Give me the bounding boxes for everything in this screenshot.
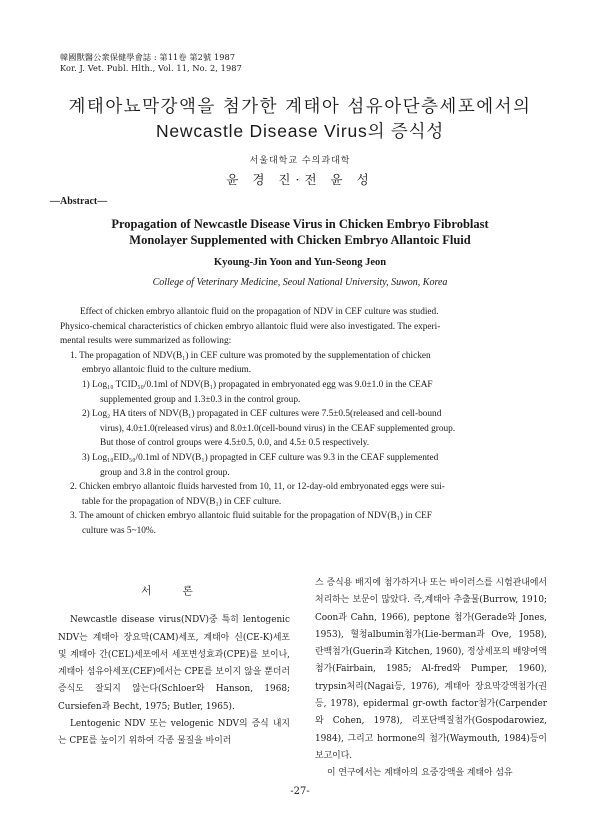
affiliation-english: College of Veterinary Medicine, Seoul National University, Suwon, Korea [152,277,448,288]
result-1-1: 1) Log₁₀ TCID₅₀/0.1ml of NDV(B₁) propagated in embryonated egg was 9.0±1.0 in the CEAF [82,379,433,390]
abstract-line: mental results were summarized as following: [60,336,232,347]
body-paragraph: Lentogenic NDV 또는 velogenic NDV의 증식 내지는 CPE를 높이기 위하여 각종 물질을 바이러 [58,719,290,747]
abstract-title [0,216,600,248]
result-1-cont: embryo allantoic fluid to the culture medium. [82,365,252,376]
authors-english: Kyoung-Jin Yoon and Yun-Seong Jeon [213,257,387,268]
body-paragraph: Newcastle disease virus(NDV)중 특히 lentogenic NDV는 계태아 장요막(CAM)세포, 계태아 신(CE-K)세포 및 계태아 간(CEL)세포에서 세포변성효과(CPE)를 보이나, 계태아 섬유아세포(CEF)에서는 CPE를 보이지 않을 뿐더러 증식도 잘되지 않는다(Schloer와 Hanson, 1968; Cursiefen과 Becht, 1975; Butler, 1965). [58,615,290,712]
journal-line-english: Kor. J. Vet. Publ. Hlth., Vol. 11, No. 2, 1987 [60,63,242,73]
result-1-2-cont: virus), 4.0±1.0(released virus) and 8.0±1.0(cell-bound virus) in the CEAF supplemented group. [100,423,456,434]
result-1-2-cont: But those of control groups were 4.5±0.5, 0.0, and 4.5± 0.5 respectively. [100,438,370,449]
title-korean: 계태아뇨막강액을 첨가한 계태아 섬유아단층세포에서의 [68,97,532,117]
affiliation-korean: 서울대학교 수의과대학 [249,156,351,166]
result-3-cont: culture was 5~10%. [82,525,156,536]
body-paragraph: 스 증식용 배지에 첨가하거나 또는 바이러스를 시험관내에서 처리하는 보문이 많았다. 즉,계태아 추출물(Burrow, 1910; Coon과 Cahn, 1966), peptone 첨가(Gerade와 Jones, 1953), 혈청albumin첨가(Lie-berman과 Ove, 1958), 란백첨가(Guerin과 Kitchen, 1960), 정상세포의 배양여액첨가(Fairbain, 1985; Al-fred와 Pumper, 1960), trypsin처리(Nagai등, 1976), 계태아 장요막강액첨가(권등, 1978), epidermal gr-owth factor첨가(Carpender와 Cohen, 1978), 리포단백질첨가(Gospodarowiez, 1984), 그리고 hormone의 첨가(Waymouth, 1984)등이 보고이다. [315,578,548,761]
right-column [315,575,547,783]
abstract-label: —Abstract— [50,196,108,207]
section-heading-introduction: 서 론 [141,585,207,597]
result-1: 1. The propagation of NDV(B₁) in CEF culture was promoted by the supplementation of chicken [70,350,431,361]
abstract-body [60,305,540,539]
authors-korean: 윤 경 진·전 윤 성 [226,172,374,187]
result-1-2: 2) Log₂ HA titers of NDV(B₁) propagated in CEF cultures were 7.5±0.5(released and cell-bound [82,409,442,420]
body-paragraph: 이 연구에서는 계태아의 요중강액을 계태아 섬유 [327,768,513,779]
left-column [58,580,290,751]
result-1-1-cont: supplemented group and 1.3±0.3 in the control group. [100,394,301,405]
page-number: -27- [290,786,310,797]
journal-line-korean: 韓國獸醫公衆保健學會誌 : 第11卷 第2號 1987 [60,52,236,62]
abstract-title-line1: Propagation of Newcastle Disease Virus in Chicken Embryo Fibroblast [111,217,489,231]
result-2-cont: table for the propagation of NDV(B₁) in CEF culture. [82,496,282,507]
abstract-line: Effect of chicken embryo allantoic fluid on the propagation of NDV in CEF culture was studied. [80,307,439,317]
title-english-korean: Newcastle Disease Virus의 증식성 [155,121,445,141]
result-2: 2. Chicken embryo allantoic fluids harvested from 10, 11, or 12-day-old embryonated eggs were sui- [70,482,445,493]
abstract-line: Physico-chemical characteristics of chicken embryo allantoic fluid were also investigated. The experi- [60,321,441,332]
result-1-3: 3) Log₁₀EID₅₀/0.1ml of NDV(B₁) propagted in CEF culture was 9.3 in the CEAF supplemented [82,452,439,463]
journal-header [60,52,242,74]
result-3: 3. The amount of chicken embryo allantoic fluid suitable for the propagation of NDV(B₁) in CEF [70,511,432,522]
result-1-3-cont: group and 3.8 in the control group. [100,467,230,478]
abstract-title-line2: Monolayer Supplemented with Chicken Embryo Allantoic Fluid [129,233,471,247]
